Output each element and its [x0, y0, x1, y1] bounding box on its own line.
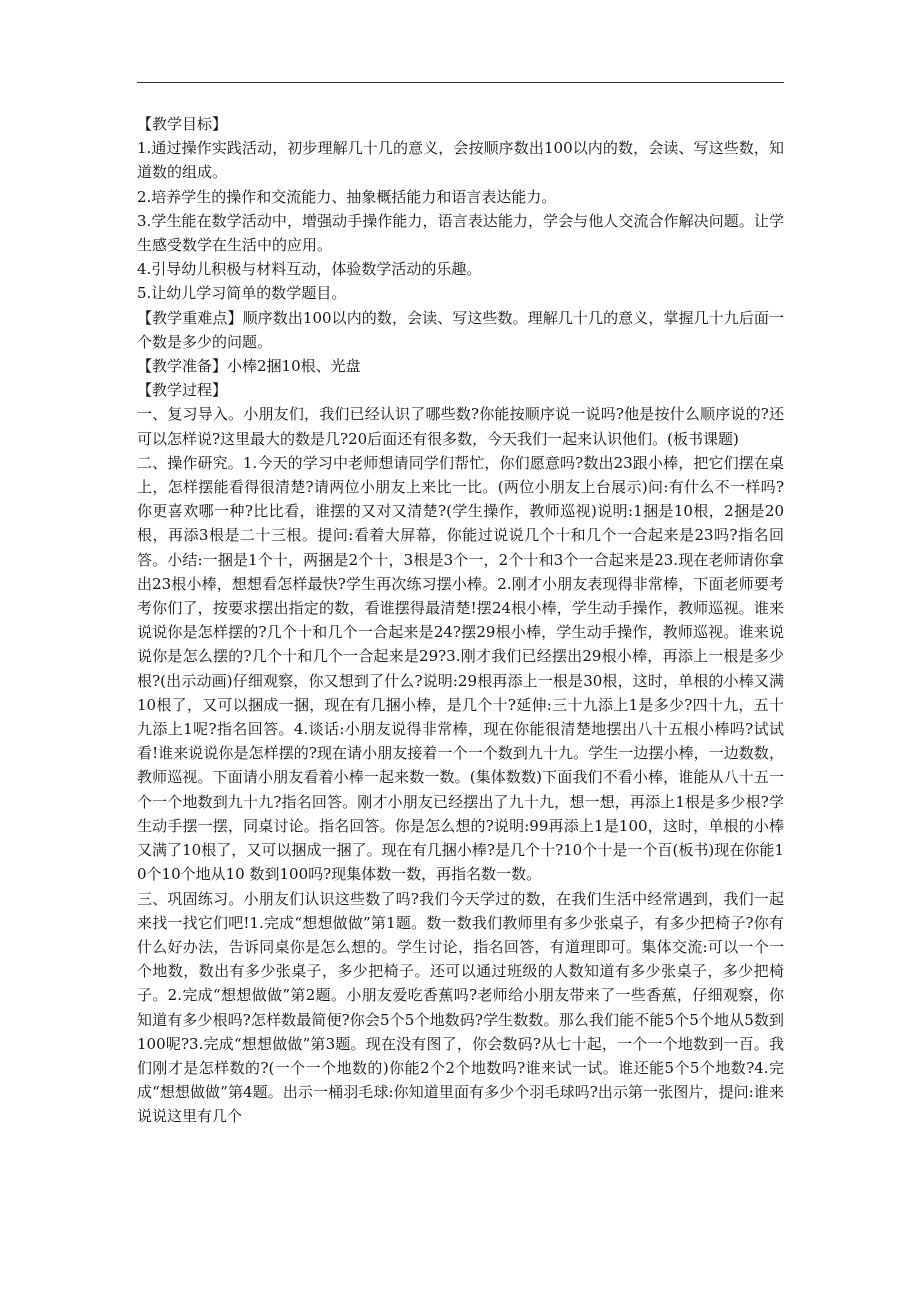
- preparation-paragraph: 【教学准备】小棒2捆10根、光盘: [137, 357, 361, 376]
- objective-item-4: 4.引导幼儿积极与材料互动，体验数学活动的乐趣。: [137, 260, 482, 279]
- process-step-operation: 二、操作研究。1.今天的学习中老师想请同学们帮忙，你们愿意吗?数出23跟小棒，把它们摆在桌上，怎样摆能看得很清楚?请两位小朋友上来比一比。(两位小朋友上台展示)问:有什么不一样吗?你更喜欢哪一种?比比看，谁摆的又对又清楚?(学生操作，教师巡视)说明:1捆是10根，2捆是20根，再添3根是二十三根。提问:看着大屏幕，你能过说说几个十和几个一合起来是23吗?指名回答。小结:一捆是1个十，两捆是2个十，3根是3个一，2个十和3个一合起来是23.现在老师请你拿出23根小棒，想想看怎样最快?学生再次练习摆小棒。2.刚才小朋友表现得非常棒，下面老师要考考你们了，按要求摆出指定的数，看谁摆得最清楚!摆24根小棒，学生动手操作，教师巡视。谁来说说你是怎样摆的?几个十和几个一合起来是24?摆29根小棒，学生动手操作，教师巡视。谁来说说你是怎么摆的?几个十和几个一合起来是29?3.刚才我们已经摆出29根小棒，再添上一根是多少根?(出示动画)仔细观察，你又想到了什么?说明:29根再添上一根是30根，这时，单根的小棒又满10根了，又可以捆成一捆，现在有几捆小棒，是几个十?延伸:三十九添上1是多少?四十九，五十九添上1呢?指名回答。4.谈话:小朋友说得非常棒，现在你能很清楚地摆出八十五根小棒吗?试试看!谁来说说你是怎样摆的?现在请小朋友接着一个一个数到九十九。学生一边摆小棒，一边数数，教师巡视。下面请小朋友看着小棒一起来数一数。(集体数数)下面我们不看小棒，谁能从八十五一个一个地数到九十九?指名回答。刚才小朋友已经摆出了九十九，想一想，再添上1根是多少根?学生动手摆一摆，同桌讨论。指名回答。你是怎么想的?说明:99再添上1是100，这时，单根的小棒又满了10根了，又可以捆成一捆了。现在有几捆小棒?是几个十?10个十是一个百(板书)现在你能10个10个地从10 数到100吗?现集体数一数，再指名数一数。: [137, 453, 784, 884]
- objective-item-5: 5.让幼儿学习简单的数学题目。: [137, 284, 347, 303]
- header-rule: [137, 82, 784, 83]
- section-heading-objectives: 【教学目标】: [137, 115, 228, 133]
- process-step-review: 一、复习导入。小朋友们，我们已经认识了哪些数?你能按顺序说一说吗?他是按什么顺序说的?还可以怎样说?这里最大的数是几?20后面还有很多数，今天我们一起来认识他们。(板书课题): [137, 405, 784, 448]
- key-difficulties-paragraph: 【教学重难点】顺序数出100以内的数，会读、写这些数。理解几十几的意义，掌握几十九后面一个数是多少的问题。: [137, 308, 784, 351]
- section-heading-process: 【教学过程】: [137, 381, 228, 400]
- objective-item-3: 3.学生能在数学活动中，增强动手操作能力，语言表达能力，学会与他人交流合作解决问题。让学生感受数学在生活中的应用。: [137, 211, 784, 255]
- objective-item-2: 2.培养学生的操作和交流能力、抽象概括能力和语言表达能力。: [137, 187, 557, 206]
- process-step-practice: 三、巩固练习。小朋友们认识这些数了吗?我们今天学过的数，在我们生活中经常遇到，我们一起来找一找它们吧!1.完成“想想做做”第1题。数一数我们教师里有多少张桌子，有多少把椅子?你有什么好办法，告诉同桌你是怎么想的。学生讨论，指名回答，有道理即可。集体交流:可以一个一个地数，数出有多少张桌子，多少把椅子。还可以通过班级的人数知道有多少张桌子，多少把椅子。2.完成“想想做做”第2题。小朋友爱吃香蕉吗?老师给小朋友带来了一些香蕉，仔细观察，你知道有多少根吗?怎样数最简便?你会5个5个地数码?学生数数。那么我们能不能5个5个地从5数到100呢?3.完成“想想做做”第3题。现在没有图了，你会数码?从七十起，一个一个地数到一百。我们刚才是怎样数的?(一个一个地数的)你能2个2个地数吗?谁来试一试。谁还能5个5个地数?4.完成“想想做做”第4题。出示一桶羽毛球:你知道里面有多少个羽毛球吗?出示第一张图片，提问:谁来说说这里有几个: [137, 889, 784, 1126]
- document-body: [137, 112, 784, 1129]
- objective-item-1: 1.通过操作实践活动，初步理解几十几的意义，会按顺序数出100以内的数，会读、写这些数，知道数的组成。: [137, 139, 784, 182]
